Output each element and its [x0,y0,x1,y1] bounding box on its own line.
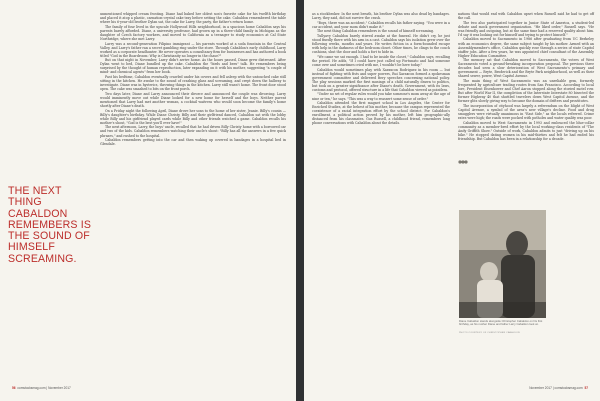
paragraph: Cabaldon moved to West Sacramento in 1993 and embraced the blue-collar community as a member-bred effort by the local working-class residents of "The Andy Griffith Show." Outside of work, Cabaldon admits to just "driving up on his bike." He stopped dating women in his mid-thirties and felt he had ended his friendship. But Cabaldon has been in a relationship for a decade. [458,120,594,141]
body-column-3 [458,12,594,142]
paragraph: But on that night in November, Larry didn't arrive home. As the hours passed, Diane grew distressed. After Dylan went to bed, Diane bundled up the cake. Cabaldon the "birds and bees" talk. He remembers being surprised by the thought of human reproduction, later expanding on it with his mother, suggesting "a couple of mind- and chemical agents" from her book. [100,58,286,75]
paragraph: "Under no set of regular rules would you take someone's mom away at the age of nine or ten," he says. "This was a way to reassert some sense of order." [312,92,450,101]
body-column-1 [100,12,286,147]
page-gutter [296,0,304,401]
footer-left-text: comstocksmag.com | November 2017 [17,386,71,390]
photo-credit: PHOTO COURTESY OF CHRISTOPHER CABALDON [459,332,520,334]
footer-right-text: November 2017 | comstocksmag.com [529,386,583,390]
right-page [304,0,600,401]
footer-left [12,386,71,390]
paragraph: Two days later, Diane and Larry announced their divorce and announced the couple was divorcing. Larry would imminently move out while Diane looked for a new home for herself and the boys. Neither parent mentioned that Larry had met another woman, a cocktail waitress who would soon become the family's home shortly after Diane's death. [100,91,286,108]
page-number-left: 56 [12,386,16,390]
paragraph: The main thing of West Sacramento was an unreliable gem, formerly frequented by agriculture trading routes from San Francisco. According to local lore, President Eisenhower and Chef Aaron stopped along the storied motel row. But after World War II, the completion of the Interstate Interstate 80 bisected the former Highway 40 that shuttled travelers down West Capitol Avenue, and the former glitz slowly giving way to became the domain of drifters and prostitutes. [458,79,594,104]
section-break-ornament-icon [457,158,469,166]
paragraph: unmentioned whipped cream frosting. Diane had baked her oldest son's favorite cake for his twelfth birthday and placed it atop a plastic, carnation-crystal cake tray before setting the cake. Cabaldon remembered the table where his 6-year-old brother Dylan sat, the cake for Larry, the party, the father's return home. [100,12,286,25]
paragraph: as a stockbroker. In the next breath, his brother Dylan was also dead by bandages. Larry, they said, did not survive the crash. [312,12,450,21]
paragraph: The family of four lived in the upscale Hollywood Hills neighborhood, in a spacious home Cabaldon says his parents barely afforded. Diane, a university professor, had grown up in a three-child family in Michigan as the daughter of Czech factory workers, and moved to California as a teenager to study economics at Cal State Northridge, where she met Larry. [100,24,286,41]
paragraph: The memory sat that Cabaldon moved to Sacramento, the voters of West Sacramento voted a ground-breaking incorporation proposal. The previous three decades had seen a slow deterioration of West Sacramento's primary and government — Bryte, Broderick and the Bryte Park neighborhood, as well as their shared sewer, power, West Capitol Avenue. [458,58,594,79]
family-photo-image [459,210,546,318]
paragraph: "We came we sat enough. I had to be inside the closet," Cabaldon says, recalling the period. He adds, "If I could have just called up Fortunato and had someone come over and sometimes cried with me, I wouldn't be here today." [312,54,450,67]
paragraph: Past his bedtime, Cabaldon eventually crawled under his covers and fell asleep with the untouched cake still sitting in the kitchen. He awoke to the sound of crashing glass and screaming, and crept down the hallway to investigate. Diane was in hysterics, throwing things in the kitchen. Larry still wasn't home. The front door stood open. The cake was smashed to bits on the front porch. [100,75,286,92]
paragraph: The next thing Cabaldon remembers is the sound of himself screaming. [317,29,435,34]
body-column-2 [312,12,450,126]
photo-caption: Diane Cabaldon stands alongside Christopher Cabaldon on his first birthday, as his mother Diane and father Larry Cabaldon look on. [459,319,543,327]
paragraph: Cabaldon moved to Sacramento in 1986 after graduating from UC Berkeley with an economics degree, the same subject taught by his mother. Armed with an Assemblymember's office, Cabaldon quickly rose through a series of state Capitol staffer jobs. After a few years, he was appointed chief consultant of the Assembly Higher Education Committee. [458,37,594,58]
paragraph: Cabaldon attended the first magnet school in Los Angeles, the Center for Enriched Studies, at the behest of his mother, because the campus represented the coexistence of a racial integration effort by the school district. For Cabaldon's enrollment, a political action proved by his mother, left him geographic-ally distanced from his classmates. Gus Russell, a childhood friend, remembers long phone conversations with Cabaldon about the details. [312,101,450,126]
pull-quote: THE NEXT THING CABALDON REMEMBERS IS THE SOUND OF HIMSELF SCREAMING. [8,185,92,265]
family-photo [459,210,546,318]
footer-right [529,386,588,390]
paragraph: The two also participated together in Junior State of America, a student-led debate and mock government organization. "He liked order," Russell says. "He was friendly and outgoing, but at the same time had a reserved quality about him. I'd say it was looking out for himself and trying to protect himself." [458,20,594,37]
left-page [0,0,296,401]
paragraph: Cabaldon would sometimes play with Xaraxcon Rodriguez in his room — but instead of fighting with fists and super powers, Rui Xaraxcon formed a spokesman government committee and delivered fiery speeches concerning national policy. The play sessions marked the first musings of a child naturally drawn to politics, but took on a greater significance after Diane's death. Government, with its laws, customs and protocol, offered structure in a life that Cabaldon viewed as pointless. [312,67,450,92]
paragraph: The incorporation of cityhood was largely a referendum on the blight of West Capitol Avenue, a symbol of the area's new village's decline. Food and drug smugglers were virtually unanimous in "East Side," as the locals referred. Crime rates were high; the roads were pocked with potholes and water quality was poor. [458,104,594,121]
paragraph: Tullyavy Cabaldon barely stirred awake at the funeral. He didn't cry, he just stood fixedly there with his arm in a cast. Cabaldon says his isolation grew over the following weeks, months and years. He writes fiction in a form-bounded escape with help in the darkness of the bedroom closet. Other times, he clings to the couch cushions, shut the door and holds a fort to hide in. [312,34,450,55]
paragraph: nations that would end with Cabaldon upset when Russell said he had to get off the call. [458,12,594,21]
paragraph: Larry was a second-generation Filipino immigrant — his parents worked at a soda fountain in the Central Valley, and Larry's father ran a secret gambling ring under the store. Through Cabaldon's early childhood, Larry worked as a corporate headhunter. He never operates a consultancy firm for businesses and has authored a book titled "God in the Boardroom: Why is Christianity no longer in the chase?" [100,41,286,58]
page-number-right: 57 [584,386,588,390]
paragraph: "Boys, there was an accident," Cabaldon recalls his father saying. "You were in a car accident, and your mom didn't make it." [312,20,450,29]
paragraph: Cabaldon remembers getting into the car and then waking up covered in bandages in a hospital bed in Glendale. [100,138,286,147]
paragraph: The next afternoon, Larry, the boys' uncle, recalled that he had driven Billy Christy home with a borrowed car and two of the kids. Cabaldon remembers watching their uncle's shout: "Billy has all the answers in a few quick phrases," and rushed to the hospital. [100,125,286,138]
paragraph: On a Friday night the following April, Diane drove her sons to the home of her sister, Jeanie. Billy's cousin — Billy's daughter's birthday. While Diane Christy, Billy and their girlfriend danced, Cabaldon sat with the lobby while Billy and his girlfriend played cards while Billy and other friends watched a game. Cabaldon recalls his mother's shout, "God is the best you'll ever have!" [100,108,286,125]
